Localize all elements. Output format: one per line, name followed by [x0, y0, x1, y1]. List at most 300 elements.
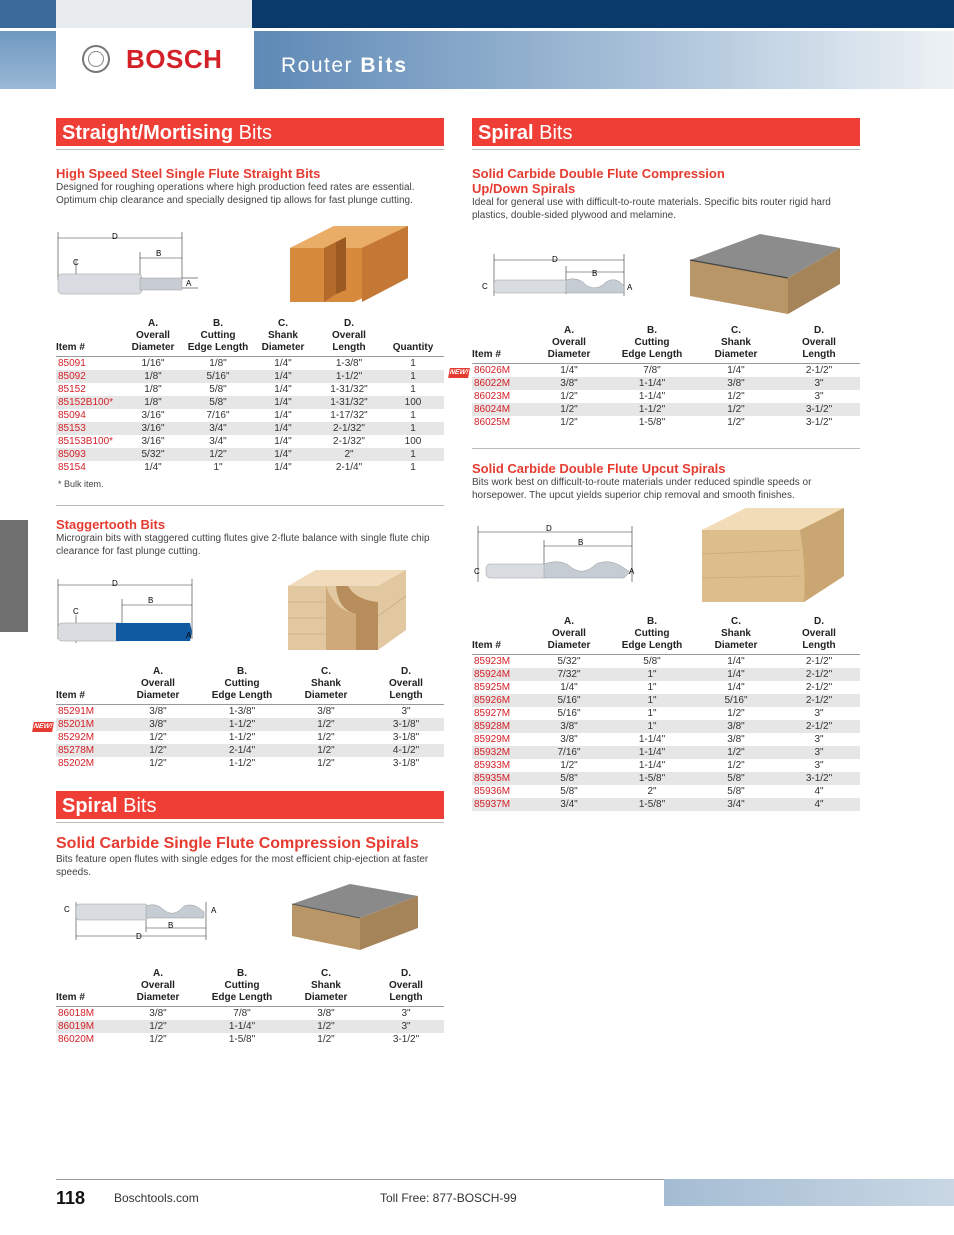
- item-number[interactable]: 86024M: [472, 403, 528, 416]
- table-cell: 2-1/2": [778, 720, 860, 733]
- table-cell: 3/8": [694, 377, 778, 390]
- table-cell: 5/32": [120, 448, 186, 461]
- single-flute-description: Bits feature open flutes with single edges for the most efficient chip-ejection at faster speeds.: [56, 854, 429, 878]
- table-row: [56, 1007, 444, 1021]
- table-cell: 1/4": [250, 448, 316, 461]
- table-cell: 3": [814, 708, 824, 719]
- table-cell: 1/2": [284, 744, 368, 757]
- banner-underline: [472, 149, 860, 150]
- table-cell: 5/16": [186, 370, 250, 383]
- column-header-line: Overall: [802, 337, 836, 348]
- column-header-line: Overall: [552, 337, 586, 348]
- table-cell: 1: [382, 370, 444, 383]
- column-header-line: Cutting: [200, 330, 236, 341]
- item-number[interactable]: 86025M: [474, 417, 511, 428]
- table-row: [472, 772, 860, 785]
- table-row: [472, 733, 860, 746]
- column-header: [610, 325, 694, 364]
- table-cell: 1-1/2": [200, 718, 284, 731]
- table-cell: 1/16": [141, 358, 165, 369]
- table-cell: 5/16": [694, 694, 778, 707]
- column-header-line: Shank: [720, 337, 751, 348]
- item-number[interactable]: 85292M: [58, 732, 95, 743]
- table-cell: 1/4": [274, 384, 292, 395]
- updown-dimension-diagram: [474, 252, 644, 300]
- column-header-line: Diameter: [714, 640, 758, 651]
- column-header-line: Overall: [141, 980, 175, 991]
- table-cell: 2": [647, 786, 657, 797]
- column-header: [186, 318, 250, 357]
- table-cell: 1/2": [727, 760, 745, 771]
- column-header-line: C.: [731, 325, 741, 336]
- column-header-line: B.: [237, 666, 247, 677]
- table-row: [472, 785, 860, 798]
- item-number[interactable]: 85927M: [474, 708, 511, 719]
- dim-label-d: D: [112, 579, 118, 588]
- table-cell: 1/2": [116, 1020, 200, 1033]
- column-header-line: Edge Length: [211, 992, 273, 1003]
- table-cell: 1/4": [727, 682, 745, 693]
- table-cell: 3": [401, 706, 411, 717]
- table-cell: 1/4": [560, 682, 578, 693]
- banner-underline: [56, 149, 444, 150]
- column-header-line: B.: [647, 616, 657, 627]
- table-cell: 3-1/8": [392, 758, 420, 769]
- item-number[interactable]: 85924M: [472, 668, 528, 681]
- column-header-line: Quantity: [392, 342, 434, 353]
- table-cell: 3/4": [528, 798, 610, 811]
- column-header-line: Overall: [802, 628, 836, 639]
- table-cell: 1/4": [274, 358, 292, 369]
- dim-label-b: B: [578, 538, 584, 547]
- table-row: [56, 705, 444, 719]
- item-number[interactable]: 85091: [58, 358, 86, 369]
- column-header-line: Diameter: [547, 640, 591, 651]
- table-cell: 1/2": [284, 1020, 368, 1033]
- item-number[interactable]: 85928M: [472, 720, 528, 733]
- item-number[interactable]: 86020M: [58, 1034, 95, 1045]
- table-cell: 1/4": [727, 656, 745, 667]
- column-header-line: C.: [278, 318, 288, 329]
- item-number[interactable]: 85936M: [474, 786, 511, 797]
- table-cell: 3": [368, 1020, 444, 1033]
- table-cell: 3/8": [317, 1008, 335, 1019]
- column-header-line: C.: [731, 616, 741, 627]
- table-row: [56, 435, 444, 448]
- table-row: [56, 744, 444, 757]
- column-header-line: Shank: [310, 678, 341, 689]
- column-header-line: D.: [401, 666, 411, 677]
- table-cell: 1-1/4": [638, 734, 666, 745]
- table-row: [472, 668, 860, 681]
- table-cell: 2": [316, 448, 382, 461]
- table-cell: 3/8": [560, 734, 578, 745]
- table-cell: 2-1/2": [805, 656, 833, 667]
- column-header-line: D.: [401, 968, 411, 979]
- column-header-line: Length: [802, 640, 836, 651]
- table-cell: 3/4": [209, 436, 227, 447]
- column-header-line: Diameter: [136, 690, 180, 701]
- column-header: [116, 968, 200, 1007]
- table-cell: 3-1/8": [392, 732, 420, 743]
- table-cell: 1-31/32": [316, 396, 382, 409]
- table-row: [472, 403, 860, 416]
- table-row: [472, 681, 860, 694]
- item-number[interactable]: 85202M: [58, 758, 95, 769]
- upcut-spec-table: [472, 616, 860, 811]
- item-number[interactable]: 85932M: [472, 746, 528, 759]
- table-row: [56, 757, 444, 770]
- upcut-title: Solid Carbide Double Flute Upcut Spirals: [472, 461, 726, 476]
- item-number[interactable]: 85937M: [472, 798, 528, 811]
- dim-label-b: B: [148, 596, 154, 605]
- item-number[interactable]: 85153B100*: [58, 436, 114, 447]
- item-number[interactable]: 85929M: [474, 734, 511, 745]
- column-header-line: Shank: [267, 330, 298, 341]
- table-cell: 4": [778, 798, 860, 811]
- item-number[interactable]: 85094: [58, 410, 86, 421]
- column-header: [56, 666, 116, 705]
- column-header-line: Cutting: [224, 678, 260, 689]
- item-number[interactable]: 86026M: [474, 365, 511, 376]
- column-header-line: Overall: [389, 678, 423, 689]
- upcut-dimension-diagram: [472, 522, 642, 584]
- item-number[interactable]: 85935M: [472, 772, 528, 785]
- item-number[interactable]: 85152B100*: [56, 396, 120, 409]
- column-header-line: B.: [647, 325, 657, 336]
- table-row: [56, 409, 444, 422]
- table-header-row: [472, 616, 860, 655]
- table-cell: 1/8": [144, 384, 162, 395]
- column-header: [56, 968, 116, 1007]
- new-badge: NEW!: [33, 723, 54, 730]
- item-number[interactable]: 85093: [56, 448, 120, 461]
- table-cell: 2-1/32": [316, 422, 382, 435]
- table-cell: 1-1/4": [610, 746, 694, 759]
- column-header: [200, 666, 284, 705]
- stagger-spec-table: [56, 666, 444, 770]
- dim-label-a: A: [186, 279, 192, 288]
- hss-description: Designed for roughing operations where high production feed rates are essential. Optimum chip clearance and specially designed tip allows for fast plunge cutting.: [56, 182, 415, 206]
- table-cell: 1": [213, 462, 223, 473]
- item-number[interactable]: 85933M: [474, 760, 511, 771]
- table-cell: 2-1/4": [200, 744, 284, 757]
- table-cell: 1-17/32": [330, 410, 368, 421]
- dim-label-b: B: [156, 249, 162, 258]
- table-cell: 3/8": [149, 706, 167, 717]
- table-cell: 100: [404, 436, 422, 447]
- dim-label-d: D: [136, 932, 142, 941]
- table-row: [472, 416, 860, 429]
- table-cell: 1/2": [149, 758, 167, 769]
- table-cell: 5/8": [727, 786, 745, 797]
- table-cell: 7/16": [206, 410, 230, 421]
- table-cell: 1-31/32": [330, 384, 368, 395]
- column-header-line: Diameter: [304, 992, 348, 1003]
- table-cell: 3": [401, 1008, 411, 1019]
- table-cell: 2-1/2": [778, 668, 860, 681]
- column-header-line: [382, 330, 444, 342]
- table-row: [472, 707, 860, 720]
- table-cell: 1-1/4": [610, 377, 694, 390]
- table-cell: 1: [410, 384, 416, 395]
- item-number[interactable]: 85926M: [472, 694, 528, 707]
- column-header-line: A.: [153, 968, 163, 979]
- column-header-line: Overall: [389, 980, 423, 991]
- item-number[interactable]: 85154: [58, 462, 86, 473]
- table-cell: 3/8": [116, 718, 200, 731]
- table-row: [56, 448, 444, 461]
- new-badge: NEW!: [449, 369, 470, 376]
- table-cell: 2-1/2": [778, 694, 860, 707]
- column-header-line: Diameter: [304, 690, 348, 701]
- column-header: [250, 318, 316, 357]
- table-row: [472, 390, 860, 403]
- hss-title: High Speed Steel Single Flute Straight Bits: [56, 166, 321, 181]
- dim-label-a: A: [629, 567, 635, 576]
- table-row: [56, 1020, 444, 1033]
- divider: [472, 448, 860, 449]
- column-header-line: Diameter: [131, 342, 175, 353]
- table-cell: 7/8": [643, 365, 661, 376]
- column-header-line: [472, 337, 528, 349]
- item-number[interactable]: 85201M: [56, 718, 116, 731]
- section-banner-straight: Straight/Mortising Bits: [56, 118, 444, 148]
- table-cell: 1/2": [317, 758, 335, 769]
- column-header-line: Item #: [472, 349, 501, 360]
- dim-label-c: C: [474, 567, 480, 576]
- column-header-line: Edge Length: [621, 349, 683, 360]
- table-row: [56, 461, 444, 474]
- column-header: [368, 666, 444, 705]
- column-header-line: [56, 980, 116, 992]
- table-cell: 3-1/8": [368, 718, 444, 731]
- table-cell: 1": [610, 720, 694, 733]
- table-cell: 3/16": [120, 422, 186, 435]
- table-cell: 1/2": [560, 760, 578, 771]
- column-header-line: D.: [814, 616, 824, 627]
- table-cell: 1/2": [149, 732, 167, 743]
- table-cell: 1-5/8": [610, 772, 694, 785]
- bosch-armature-icon: [82, 45, 110, 73]
- table-cell: 1/2": [528, 403, 610, 416]
- column-header-line: [56, 330, 120, 342]
- item-number[interactable]: 85092: [56, 370, 120, 383]
- column-header: [778, 616, 860, 655]
- table-row: [472, 694, 860, 707]
- banner-underline: [56, 822, 444, 823]
- header-left-block: [0, 31, 56, 89]
- column-header-line: C.: [321, 968, 331, 979]
- column-header: [472, 616, 528, 655]
- table-cell: 1/2": [727, 417, 745, 428]
- item-number[interactable]: 85278M: [56, 744, 116, 757]
- column-header-line: [56, 678, 116, 690]
- table-cell: 1/2": [149, 1034, 167, 1045]
- upcut-description: Bits work best on difficult-to-route materials under reduced spindle speeds or horsepower. The upcut yields superior chip removal and smooth finishes.: [472, 477, 812, 501]
- table-cell: 3-1/2": [778, 772, 860, 785]
- column-header-line: Edge Length: [187, 342, 249, 353]
- table-cell: 1/4": [144, 462, 162, 473]
- column-header-line: Overall: [136, 330, 170, 341]
- stagger-wood-cut-image: [286, 566, 408, 654]
- column-header-line: Overall: [552, 628, 586, 639]
- table-row: [56, 731, 444, 744]
- table-cell: 1-1/2": [228, 732, 256, 743]
- dim-label-b: B: [592, 269, 598, 278]
- table-cell: 1/2": [317, 1034, 335, 1045]
- table-row: [472, 655, 860, 669]
- table-cell: 1: [410, 358, 416, 369]
- table-cell: 2-1/32": [333, 436, 365, 447]
- table-cell: 3": [814, 734, 824, 745]
- footer-bar: [664, 1179, 954, 1206]
- item-number[interactable]: 86023M: [474, 391, 511, 402]
- table-cell: 1-1/2": [610, 403, 694, 416]
- table-cell: 4-1/2": [368, 744, 444, 757]
- column-header-line: Overall: [332, 330, 366, 341]
- table-cell: 1": [647, 682, 657, 693]
- column-header: [116, 666, 200, 705]
- table-cell: 3/8": [528, 377, 610, 390]
- dim-label-c: C: [482, 282, 488, 291]
- table-cell: 1/8": [120, 396, 186, 409]
- table-cell: 7/16": [528, 746, 610, 759]
- column-header: [316, 318, 382, 357]
- updown-description: Ideal for general use with difficult-to-route materials. Specific bits router rigid hard plastics, double-sided plywood and melamine.: [472, 197, 831, 221]
- table-cell: 3/16": [141, 436, 165, 447]
- column-header-line: Length: [802, 349, 836, 360]
- column-header: [528, 616, 610, 655]
- table-cell: 3": [778, 746, 860, 759]
- hss-wood-cut-image: [284, 218, 412, 304]
- item-number[interactable]: 85923M: [474, 656, 511, 667]
- column-header-line: Length: [389, 992, 423, 1003]
- table-cell: 1": [647, 708, 657, 719]
- upcut-wood-image: [700, 506, 846, 604]
- column-header-line: D.: [344, 318, 354, 329]
- table-cell: 1/2": [186, 448, 250, 461]
- column-header: [610, 616, 694, 655]
- table-cell: 5/8": [186, 396, 250, 409]
- column-header: [472, 325, 528, 364]
- column-header-line: A.: [564, 325, 574, 336]
- dim-label-d: D: [552, 255, 558, 264]
- dim-label-d: D: [112, 232, 118, 241]
- bulk-note: * Bulk item.: [58, 479, 104, 489]
- item-number[interactable]: 86022M: [472, 377, 528, 390]
- table-cell: 1-5/8": [228, 1034, 256, 1045]
- table-cell: 1-3/8": [228, 706, 256, 717]
- page-title: Router Bits: [281, 54, 409, 77]
- brand-logo: BOSCH: [126, 44, 223, 74]
- dim-label-a: A: [627, 283, 633, 292]
- column-header-line: Diameter: [547, 349, 591, 360]
- column-header: [200, 968, 284, 1007]
- table-row: [472, 798, 860, 811]
- table-cell: 3-1/2": [778, 403, 860, 416]
- table-cell: 1/2": [317, 732, 335, 743]
- single-flute-title: Solid Carbide Single Flute Compression Spirals: [56, 835, 419, 852]
- table-cell: 3-1/2": [392, 1034, 420, 1045]
- table-row: [56, 718, 444, 731]
- column-header: [120, 318, 186, 357]
- hss-dimension-diagram: [56, 230, 206, 300]
- dim-label-c: C: [73, 258, 79, 267]
- dim-label-c: C: [73, 607, 79, 616]
- table-header-row: [56, 968, 444, 1007]
- table-cell: 3/8": [694, 720, 778, 733]
- column-header-line: Cutting: [634, 628, 670, 639]
- table-cell: 3/8": [149, 1008, 167, 1019]
- footer-phone: Toll Free: 877-BOSCH-99: [380, 1191, 517, 1205]
- table-cell: 1-1/2": [228, 758, 256, 769]
- column-header-line: C.: [321, 666, 331, 677]
- footer-website[interactable]: Boschtools.com: [114, 1191, 199, 1205]
- item-number[interactable]: 85291M: [58, 706, 95, 717]
- column-header-line: Item #: [56, 992, 85, 1003]
- single-flute-material-image: [290, 882, 420, 952]
- table-cell: 1: [410, 410, 416, 421]
- column-header-line: Shank: [310, 980, 341, 991]
- table-cell: 1-1/4": [638, 391, 666, 402]
- column-header: [694, 616, 778, 655]
- table-cell: 3/4": [186, 422, 250, 435]
- table-cell: 5/8": [643, 656, 661, 667]
- table-cell: 5/8": [528, 772, 610, 785]
- column-header: [778, 325, 860, 364]
- table-header-row: [56, 318, 444, 357]
- table-cell: 1/4": [694, 668, 778, 681]
- table-cell: 3/4": [694, 798, 778, 811]
- table-cell: 4": [814, 786, 824, 797]
- item-number[interactable]: 85153: [56, 422, 120, 435]
- table-cell: 1-3/8": [335, 358, 363, 369]
- item-number[interactable]: 86019M: [56, 1020, 116, 1033]
- column-header-line: Item #: [56, 342, 85, 353]
- table-row: [472, 720, 860, 733]
- column-header: [56, 318, 120, 357]
- table-cell: 7/8": [233, 1008, 251, 1019]
- page-number: 118: [56, 1188, 86, 1208]
- item-number[interactable]: 85152: [58, 384, 86, 395]
- table-cell: 1": [610, 694, 694, 707]
- table-cell: 100: [382, 396, 444, 409]
- table-cell: 1/2": [694, 746, 778, 759]
- table-cell: 1/4": [274, 410, 292, 421]
- table-cell: 1/4": [727, 365, 745, 376]
- column-header-line: [472, 628, 528, 640]
- table-cell: 1/2": [284, 718, 368, 731]
- item-number[interactable]: 86018M: [58, 1008, 95, 1019]
- table-cell: 3-1/2": [805, 417, 833, 428]
- dim-label-b: B: [168, 921, 174, 930]
- table-cell: 1/4": [250, 370, 316, 383]
- item-number[interactable]: 85925M: [474, 682, 511, 693]
- table-cell: 1/8": [209, 358, 227, 369]
- table-row: [56, 383, 444, 396]
- table-cell: 1-5/8": [638, 417, 666, 428]
- column-header: [368, 968, 444, 1007]
- column-header-line: D.: [814, 325, 824, 336]
- table-cell: 1": [610, 668, 694, 681]
- table-cell: 1/2": [560, 391, 578, 402]
- column-header-line: B.: [237, 968, 247, 979]
- table-cell: 1: [382, 448, 444, 461]
- updown-spec-table: [472, 325, 860, 429]
- column-header-line: Length: [332, 342, 366, 353]
- table-cell: 3": [814, 760, 824, 771]
